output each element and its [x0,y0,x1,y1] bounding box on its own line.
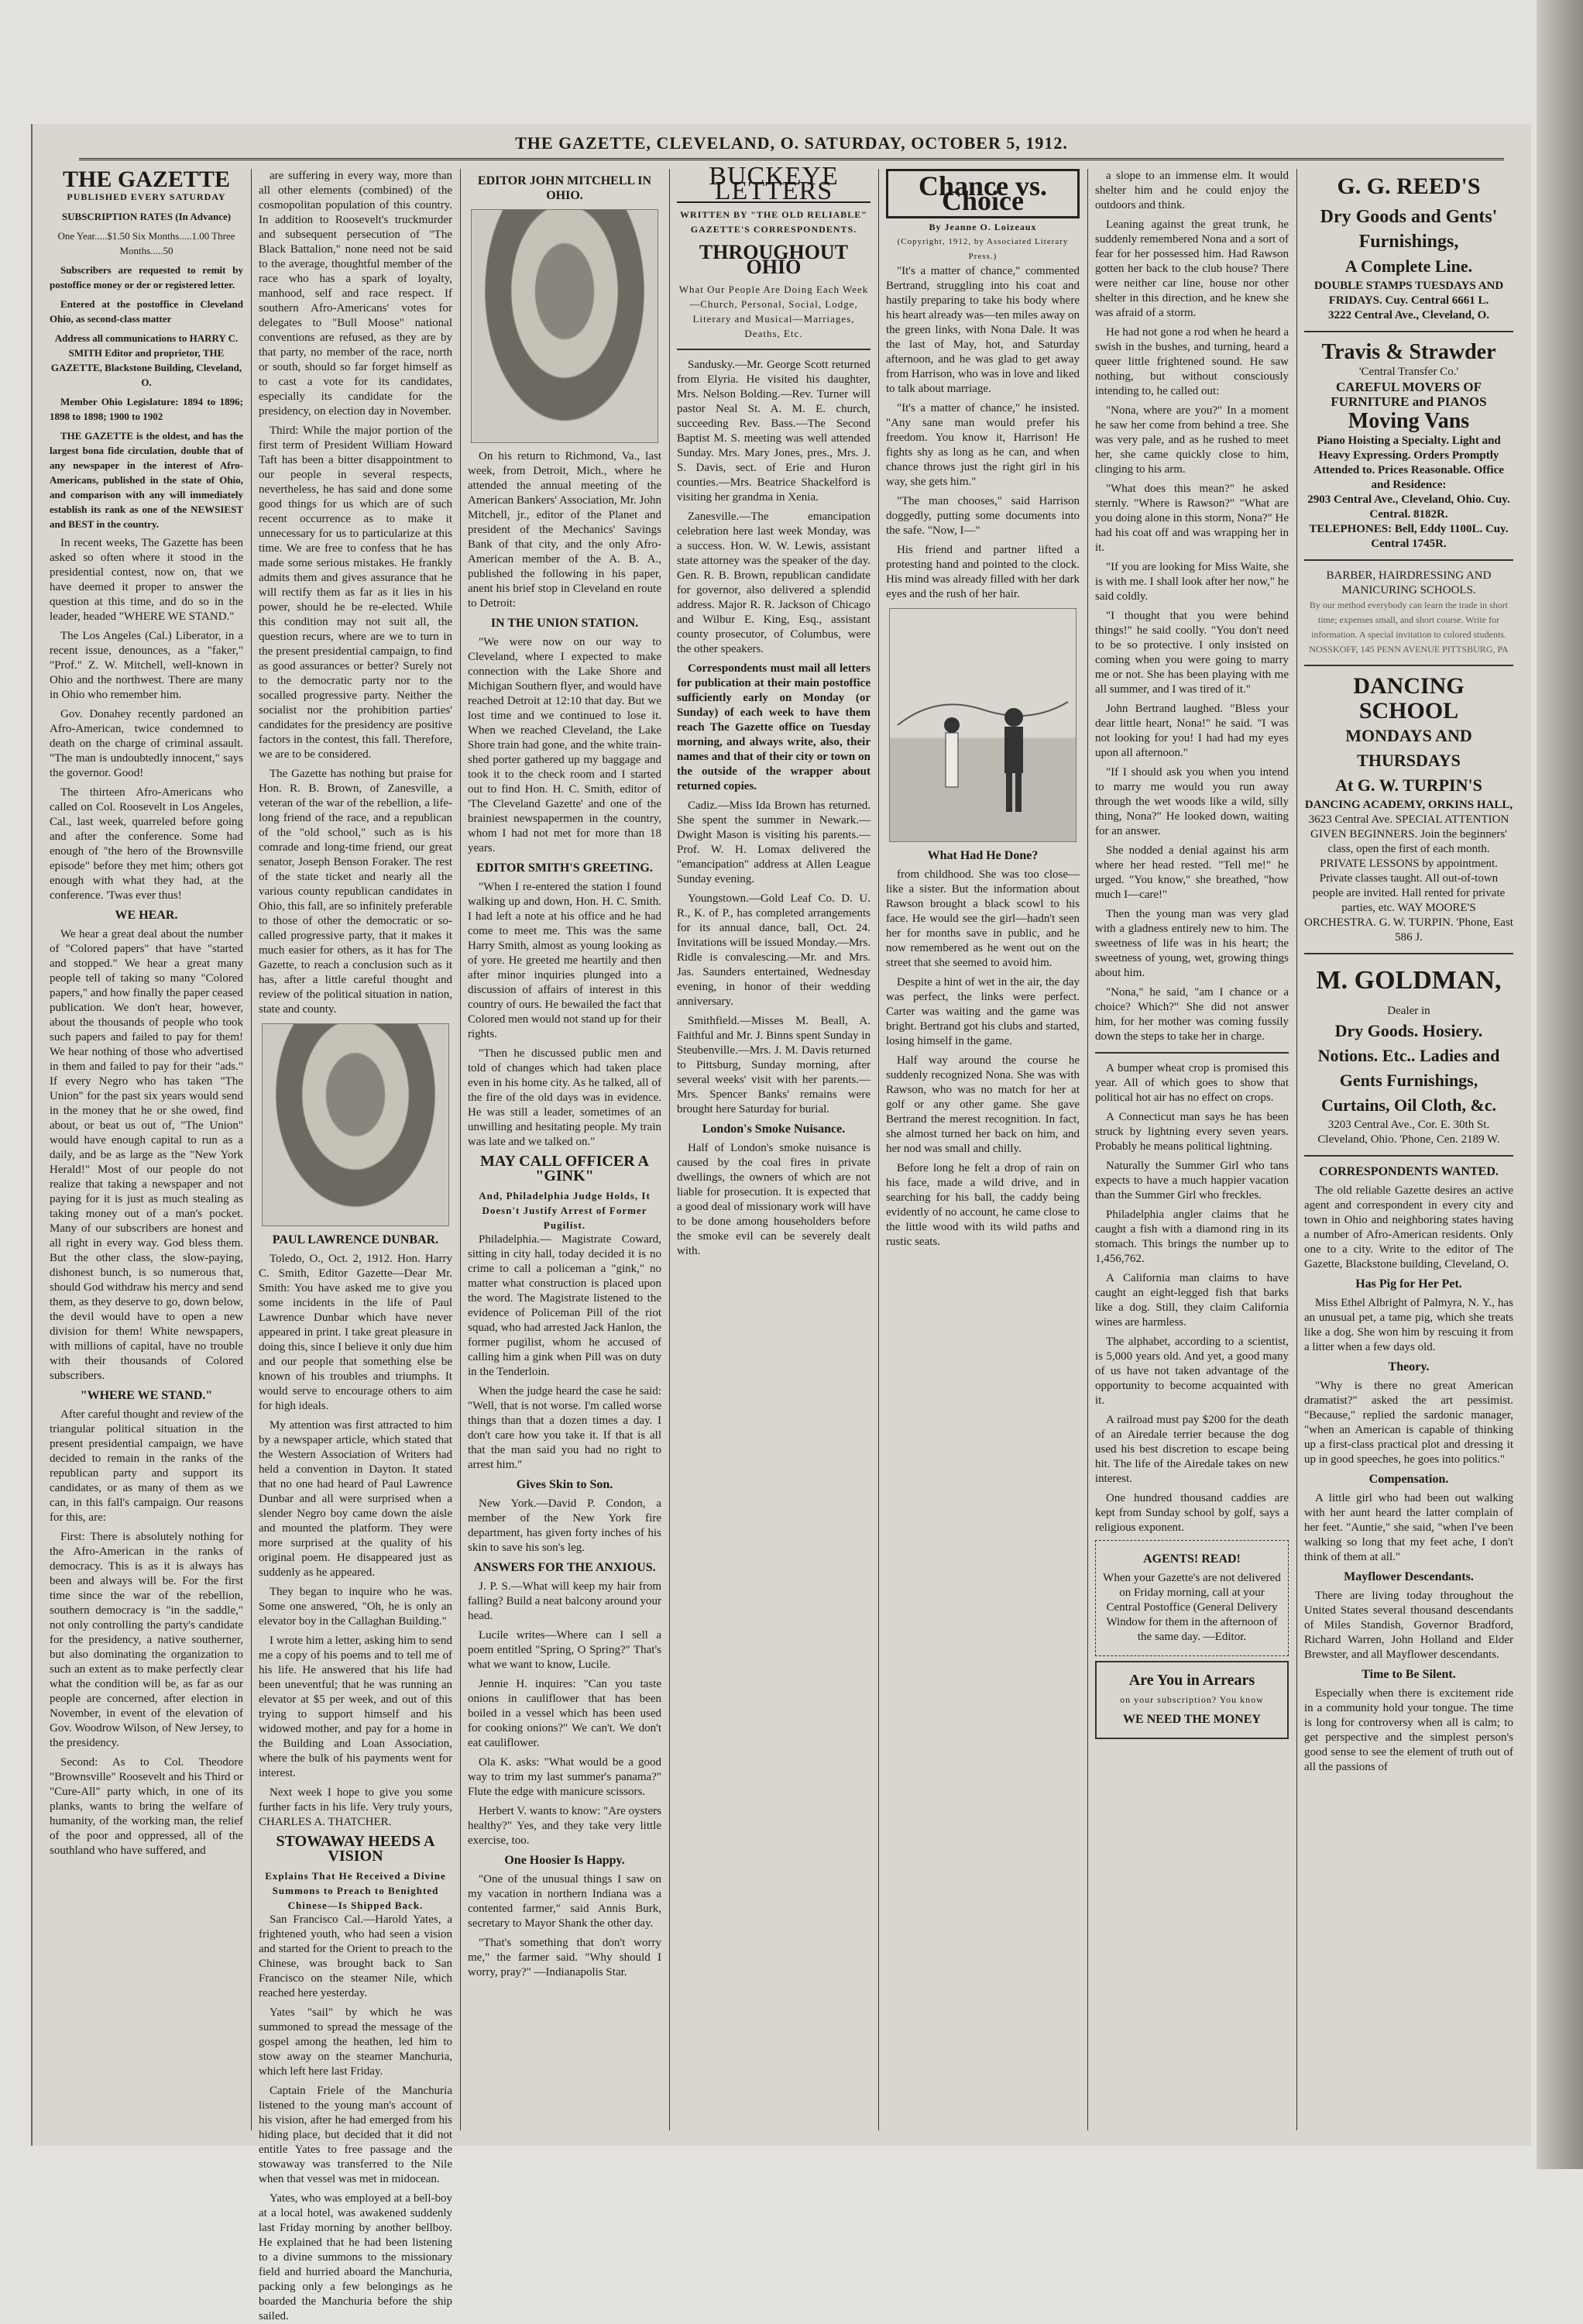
paragraph: Ola K. asks: "What would be a good way to trim my last summer's panama?" Flute the edge with manicure scissors. [468,1756,661,1798]
paragraph: His friend and partner lifted a protesting hand and pointed to the clock. His mind was already filled with her dark eyes and the rush of her hair. [886,544,1080,600]
divider [1304,953,1513,954]
paragraph: Naturally the Summer Girl who tans expects to have a much happier vacation than the Summer Girl who freckles. [1095,1160,1289,1202]
headline-skin: Gives Skin to Son. [516,1478,613,1491]
paragraph: Half of London's smoke nuisance is caused by the coal fires in private dwellings, the owners of which are not liable for prosecution. It is expected that a good deal of missionary work will have to be done among householders before the smoke evil can be severely dealt with. [677,1142,870,1257]
column-rule [1087,169,1088,2130]
reed-line: Dry Goods and Gents' Furnishings, [1320,207,1498,252]
story-byline: By Jeanne O. Loizeaux [929,222,1037,232]
headline-where-we-stand: "WHERE WE STAND." [80,1389,213,1402]
address-block: Address all communications to HARRY C. SMITH Editor and proprietor, THE GAZETTE, Blackstone Building, Cleveland, O. [50,332,242,388]
rates: One Year.....$1.50 Six Months.....1.00 Three Months.....50 [57,230,235,256]
divider [1304,331,1513,332]
divider [1304,559,1513,561]
paragraph: They began to inquire who he was. Some one answered, "Oh, he is only an elevator boy in the Callaghan Building." [259,1586,452,1628]
reed-title: G. G. REED'S [1337,174,1481,199]
masthead: THE GAZETTE, CLEVELAND, O. SATURDAY, OCTOBER 5, 1912. [79,133,1504,160]
reed-address: 3222 Central Ave., Cleveland, O. [1327,309,1490,321]
subhead-stowaway: Explains That He Received a Divine Summons to Preach to Benighted Chinese—Is Shipped Back. [265,1870,446,1911]
paragraph: John Bertrand laughed. "Bless your dear little heart, Nona!" he said. "I was not looking for you! I had had my eyes upon all afternoon." [1095,703,1289,759]
travis-details: Piano Hoisting a Specialty. Light and Heavy Expressing. Orders Promptly Attended to. Prices Reasonable. Office and Residence: [1313,435,1504,491]
paragraph: from childhood. She was too close—like a sister. But the information about Rawson brought a black scowl to his face. He would see the girl—hadn't seen her for months save in public, and he now remembered as he went out on the street that she seemed to avoid him. [886,868,1080,969]
dunbar-portrait [262,1023,449,1226]
barber-details: By our method everybody can learn the trade in short time; expenses small, and short course. Write for information. A special invitation to colored students. NOSSKOFF, 145 PENN AVENUE PITTSBURG, PA [1309,600,1509,655]
paragraph: "What does this mean?" he asked sternly. "Where is Rawson?" "What are you doing alone in this storm, Nona?" He had his coat off and was wrapping her in it. [1095,483,1289,554]
paragraph: The Gazette has nothing but praise for Hon. R. B. Brown, of Zanesville, a veteran of the war of the rebellion, a life-long friend of the race, and a republican of the "old school," such as is his comrade and long-time friend, our great senator, Joseph Benson Foraker. The rest of the state ticket and nearly all the various county republican candidates in Ohio, this fall, are so infinitely preferable to those of other the democratic or so-called progressive party, that it makes it much easier for others, as it has for The Gazette, to reach a conclusion such as it has, after a little careful thought and review of the political situation in nation, state and county. [259,768,452,1016]
paragraph: A bumper wheat crop is promised this year. All of which goes to show that political hot air has no effect on crops. [1095,1062,1289,1104]
paragraph: Captain Friele of the Manchuria listened to the young man's account of his vision, after he had emerged from his hiding place, but decided that it did not entitle Yates to free passage and the stowaway was transferred to the Nile when that vessel was met in midocean. [259,2085,452,2185]
newspaper-page [31,124,1531,2322]
paragraph: Miss Ethel Albright of Palmyra, N. Y., has an unusual pet, a tame pig, which she treats like a dog. She won him by rescuing it from a litter when a few days old. [1304,1297,1513,1353]
paragraph: He had not gone a rod when he heard a swish in the bushes, and turning, heard a queer little frightened sound. He saw nothing, but without consciously intending to, he called out: [1095,326,1289,397]
arrears-need: WE NEED THE MONEY [1123,1713,1261,1726]
page-edge-shadow [1537,0,1583,2169]
divider [1304,665,1513,666]
paragraph: We hear a great deal about the number of "Colored papers" that have "started and stopped." We hear a great many people tell of taking so many "Colored papers," and how finally the paper ceased publication. We don't hear, however, about the thousands of people who took such papers and failed to pay for them! We hear nothing of those who advertised in them and failed to pay for their "ads." If every Negro who has taken "The Union" for the past six years would send in the money that he or she owed, find about, or beat us out of, "The Union" would have enough capital to run as a daily, and be as large as the "New York Herald!" Most of our people do not realize that taking a newspaper and not paying for it is just as much stealing as taking money out of a man's pocket. Many of our subscribers are honest and all right in every way. God bless them. But the other class, the slow-paying, dishonest bunch, is so numerous that, should God withdraw his mercy and send them, as they deserve to go, down below, the devil would have to open a new division for them! White newspapers, with millions of capital, have no trouble with their thousands of Colored subscribers. [50,928,243,1382]
column-rule [878,169,879,2130]
paragraph: New York.—David P. Condon, a member of the New York fire department, has given forty inches of his skin to save his son's leg. [468,1497,661,1554]
paragraph: Next week I hope to give you some further facts in his life. Very truly yours, CHARLES A. THATCHER. [259,1786,452,1828]
paragraph: J. P. S.—What will keep my hair from falling? Build a neat balcony around your head. [468,1580,661,1622]
paragraph: "It's a matter of chance," commented Bertrand, struggling into his coat and hastily preparing to take his body where his heart already was—ten miles away on the green links, with Nona Dale. It was the last of May, hot, and Saturday afternoon, and he was glad to get away from Harrison, who was in love and liked to talk about marriage. [886,265,1080,395]
paragraph: "Nona, where are you?" In a moment he saw her come from behind a tree. She was very pale, and as he rushed to meet her, she came quickly close to him, clinging to his arm. [1095,404,1289,476]
paragraph: Sandusky.—Mr. George Scott returned from Elyria. He visited his daughter, Mrs. Nelson Bolding.—Rev. Turner will pastor Neal St. A. M. E. church, succeeding Rev. Bass.—The Second Baptist M. S. meeting was well attended Sunday. Mrs. Mary Jones, pres., Mrs. J. S. Davis, sect. of Erie and Huron counties.—Mrs. Beatrice Shackelford is visiting her grandma in Xenia. [677,359,870,504]
paragraph: "The man chooses," said Harrison doggedly, putting some documents into the safe. "Now, I—" [886,495,1080,537]
gazette-title: THE GAZETTE [63,167,230,192]
headline-answers: ANSWERS FOR THE ANXIOUS. [473,1561,656,1574]
paragraph: a slope to an immense elm. It would shelter him and he could enjoy the outdoors and think. [1095,170,1289,211]
paragraph: Toledo, O., Oct. 2, 1912. Hon. Harry C. Smith, Editor Gazette—Dear Mr. Smith: You have asked me to give you some incidents in the life of Paul Lawrence Dunbar which have never appeared in print. I take great pleasure in doing this, since I believe it only due him and our people that something else be known of his troubles and triumphs. It would serve to encourage others to aim for high ideals. [259,1253,452,1412]
paragraph: Philadelphia angler claims that he caught a fish with a diamond ring in its stomach. This brings the number up to 1,456,762. [1095,1208,1289,1265]
paragraph: "It's a matter of chance," he insisted. "Any sane man would prefer his freedom. You know it, Harrison! He fights shy as long as he can, and when chance throws just the right girl in his way, she gets him." [886,402,1080,488]
travis-phones: TELEPHONES: Bell, Eddy 1100L. Cuy. Central 1745R. [1309,523,1509,550]
paragraph: Second: As to Col. Theodore "Brownsville" Roosevelt and his Third or "Cure-All" party which, in one of its planks, wants to bring the welfare of humanity, of the working man, the relief of the poor and oppressed, all of the southland who have suffered, and [50,1756,243,1857]
paragraph: A California man claims to have caught an eight-legged fish that barks like a dog. Still, they claim California wines are harmless. [1095,1272,1289,1329]
paragraph: Yates "sail" by which he was summoned to spread the message of the gospel among the heathen, led him to stow away on the steamer Manchuria, which left here last Friday. [259,2006,452,2078]
entered-notice: Entered at the postoffice in Cleveland Ohio, as second-class matter [50,298,243,325]
paragraph: Yates, who was employed at a bell-boy at a local hotel, was awakened suddenly last Friday morning by another bellboy. He explained that he had been listening to a divine summons to the missionary field and hurried aboard the Manchuria, packing only a few belongings as he boarded the Manchuria before the ship sailed. [259,2192,452,2322]
agents-box [1095,1540,1289,1656]
paragraph: The old reliable Gazette desires an active agent and correspondent in every city and town in Ohio and neighboring states having a number of Afro-American residents. Only one to a city. Write to the editor of The Gazette, Blackstone building, Cleveland, O. [1304,1184,1513,1270]
arrears-title: Are You in Arrears [1128,1672,1255,1689]
paragraph: "We were now on our way to Cleveland, where I expected to make connection with the Lake Shore and Michigan Southern flyer, and would have reached Detroit at 12:10 that day. But we lost time and we continued to lose it. When we reached Cleveland, the Lake Shore train had gone, and the white train-shed porter gathered up my baggage and took it to the check room and I started out to find Hon. H. C. Smith, editor of 'The Cleveland Gazette' and one of the brainiest newspapermen in the country, whom I had not met for more than 18 years. [468,636,661,854]
headline-mitchell: EDITOR JOHN MITCHELL IN OHIO. [477,174,652,202]
arrears-sub: on your subscription? You know [1120,1694,1264,1705]
travis-movers: CAREFUL MOVERS OF FURNITURE and PIANOS [1331,380,1487,409]
column-rule [669,169,670,2130]
dance-details: 3623 Central Ave. SPECIAL ATTENTION GIVEN BEGINNERS. Join the beginners' class, open the first of each month. PRIVATE LESSONS by appointment. Private classes taught. All out-of-town people are invited. Hall rented for private parties, etc. WAY MOORE'S ORCHESTRA. G. W. TURPIN. 'Phone, East 586 J. [1304,813,1513,944]
headline-smith-greeting: EDITOR SMITH'S GREETING. [476,861,653,875]
dance-academy: DANCING ACADEMY, ORKINS HALL, [1304,799,1513,811]
dance-turpin: At G. W. TURPIN'S [1335,775,1482,795]
headline-compensation: Compensation. [1368,1473,1449,1486]
paragraph: Especially when there is excitement ride in a community hold your tongue. The time is long for controversy when all is calm; to get perspective and the simplest person's good sense to see the element of truth out of all the passions of [1304,1687,1513,1773]
paragraph: "Then he discussed public men and told of changes which had taken place even in his home city. As he talked, all of the fire of the old days was in evidence. He was still a leader, sometimes of an unwilling and hesitating people. My train was late and we talked on." [468,1047,661,1148]
goldman-dealer: Dealer in [1387,1005,1430,1017]
headline-union-station: IN THE UNION STATION. [490,617,639,630]
divider [677,349,870,350]
paragraph: A little girl who had been out walking with her aunt heard the latter complain of her feet. "Auntie," she said, "when I've been walking so long that my feet ache, I don't think of them at all." [1304,1492,1513,1563]
paragraph: Gov. Donahey recently pardoned an Afro-American, twice condemned to death on the charge of criminal assault. "The man is undoubtedly innocent," says the governor. Good! [50,708,243,779]
column-2 [259,169,452,2322]
column-rule [251,169,252,2130]
subhead-gink: And, Philadelphia Judge Holds, It Doesn't Justify Arrest of Former Pugilist. [479,1190,651,1231]
paragraph: "That's something that don't worry me," the farmer said. "Why should I worry, pray?" —Indianapolis Star. [468,1937,661,1978]
headline-theory: Theory. [1388,1360,1430,1373]
paragraph: "I thought that you were behind things!" he said coolly. "You don't need to be so protective. I only insisted on coming when you were going to marry me or not. She has been playing with me all summer, and I was tired of it." [1095,610,1289,696]
paragraph: San Francisco Cal.—Harold Yates, a frightened youth, who had seen a vision and started for the Orient to preach to the Chinese, was brought back to San Francisco on the steamer Nile, which reached here yesterday. [259,1913,452,1999]
paragraph: I wrote him a letter, asking him to send me a copy of his poems and to tell me of his life. He answered that his life had been uneventful; that he was running an elevator at $5 per week, and out of this trying to support himself and his widowed mother, and pay for a home in the Building and Loan Association, where the bulk of his payments went for interest. [259,1635,452,1779]
paragraph: First: There is absolutely nothing for the Afro-American in the ranks of democracy. This is as it is always has been and always will be. For the first time since the war of the rebellion, southern democracy is "in the saddle," not only controlling the party's candidate for the presidency, a native southerner, but also dominating the organization to such an extent as to make perfectly clear what the condition will be, as far as our people are concerned, after election in November, in event of the elevation of Gov. Woodrow Wilson, of New Jersey, to the presidency. [50,1531,243,1749]
dunbar-caption: PAUL LAWRENCE DUNBAR. [272,1233,439,1246]
goldman-address: 3203 Central Ave., Cor. E. 30th St. Cleveland, Ohio. 'Phone, Cen. 2189 W. [1317,1119,1500,1146]
circulation-claim: THE GAZETTE is the oldest, and has the largest bona fide circulation, double that of any newspaper in the interest of Afro-Americans, published in the state of Ohio, and comparison with any will immediately establish its rank as one of the NEWSIEST and BEST in the country. [50,430,243,530]
paragraph: Cadiz.—Miss Ida Brown has returned. She spent the summer in Newark.—Dwight Mason is visiting his parents.—Prof. W. H. Lomax delivered the "emancipation" address at Allen League Sunday evening. [677,799,870,885]
paragraph: She nodded a denial against his arm where her head rested. "Tell me!" he urged. "You know," she breathed, "how much I—care!" [1095,844,1289,901]
golfers-drawing [890,609,1076,841]
headline-gink: MAY CALL OFFICER A "GINK" [480,1153,649,1184]
paragraph: Herbert V. wants to know: "Are oysters healthy?" Yes, and they take very little exercise, too. [468,1805,661,1847]
headline-pig: Has Pig for Her Pet. [1355,1277,1462,1291]
mitchell-portrait [471,209,658,443]
travis-address: 2903 Central Ave., Cleveland, Ohio. Cuy. Central. 8182R. [1307,493,1510,521]
reed-complete: A Complete Line. [1344,256,1473,276]
illustration-caption: What Had He Done? [927,849,1039,862]
notice: Subscribers are requested to remit by postoffice money or der or registered letter. [50,264,243,290]
dance-title: DANCING SCHOOL [1353,673,1465,724]
barber-title: BARBER, HAIRDRESSING AND MANICURING SCHOOLS. [1326,569,1492,596]
paragraph: Jennie H. inquires: "Can you taste onions in cauliflower that has been boiled in a vessel which has been used for cooking onions?" We can't. We don't eat cauliflower. [468,1678,661,1749]
column-3 [468,169,661,2130]
paragraph: are suffering in every way, more than all other elements (combined) of the cosmopolitan population of this country. In addition to Roosevelt's truckmurder and subsequent persecution of "The Black Battalion," none need not be said to the average, thoughtful member of the race who has a spark of loyalty, manhood, self and race respect. If southern Afro-Americans' votes for delegates to "Bull Moose" national conventions are refused, as they are by that party, no member of the race, north or south, should so far forget himself as to cast a vote for its candidates, especially its candidate for the presidency, on election day in November. [259,170,452,418]
paragraph: On his return to Richmond, Va., last week, from Detroit, Mich., where he attended the annual meeting of the American Bankers' Association, Mr. John Mitchell, jr., editor of the Planet and president of the Mechanics' Savings Bank of that city, and the only Afro-American member of the A. B. A., published the following in his paper, anent his brief stop in Cleveland en route to Detroit: [468,450,661,610]
paragraph: The Los Angeles (Cal.) Liberator, in a recent issue, denounces, as a "faker," "Prof." Z. W. Mitchell, well-known in Ohio and the northwest. There are many in Ohio who remember him. [50,630,243,701]
copyright: (Copyright, 1912, by Associated Literary Press.) [897,237,1069,261]
paragraph: A Connecticut man says he has been struck by lightning every seven years. Probably he means political lightning. [1095,1111,1289,1153]
paragraph: "Why is there no great American dramatist?" asked the art pessimist. "Because," replied the sardonic manager, "when an American is capable of thinking up a first-class practical plot and dressing it up in good speeches, he goes into politics." [1304,1380,1513,1466]
gazette-subtitle: PUBLISHED EVERY SATURDAY [67,191,226,202]
paragraph: The alphabet, according to a scientist, is 5,000 years old. And yet, a good many of us have not taken advantage of the opportunity to become acquainted with it. [1095,1336,1289,1407]
column-5 [886,169,1080,2130]
paragraph: After careful thought and review of the triangular political situation in the present presidential campaign, we have decided to remain in the ranks of the republican party and support its candidates, or as many of them as we can, in this fall's campaign. Our reasons for this, are: [50,1408,243,1524]
ohio-subhead: What Our People Are Doing Each Week—Church, Personal, Social, Lodge, Literary and Musical—Marriages, Deaths, Etc. [678,284,869,339]
travis-title: Travis & Strawder [1321,340,1496,364]
paragraph: Half way around the course he suddenly recognized Nona. She was with Rawson, who was no match for her at golf or any other game. She gave Bertrand the merest recognition. In fact, she almost turned her back on him, and her nod was small and chilly. [886,1054,1080,1155]
paragraph: There are living today throughout the United States several thousand descendants of Miles Standish, Governor Bradford, Richard Warren, John Holland and Elder Brewster, and all Mayflower descendants. [1304,1590,1513,1661]
headline-we-hear: WE HEAR. [115,909,178,922]
paragraph: Leaning against the great trunk, he suddenly remembered Nona and a sort of fear for her possessed him. Had Rawson gotten her back to the club house? There were neither car line, house nor other shelter in this direction, and he knew she was afraid of a storm. [1095,218,1289,319]
buckeye-letters-title: BUCKEYE LETTERS [677,169,870,203]
headline-stowaway: STOWAWAY HEEDS A VISION [276,1833,435,1865]
travis-transfer: 'Central Transfer Co.' [1358,366,1459,378]
headline-throughout-ohio: THROUGHOUT OHIO [699,241,849,278]
paragraph: Youngstown.—Gold Leaf Co. D. U. R., K. of P., has completed arrangements for its annual dance, ball, Oct. 24. Invitations will be issued Monday.—Mrs. Ridle is convalescing.—Mr. and Mrs. Jas. Saunders entertained, Wednesday evening, in honor of their wedding anniversary. [677,892,870,1008]
goldman-goods: Dry Goods. Hosiery. Notions. Etc.. Ladies and Gents Furnishings, Curtains, Oil Cloth, &c. [1317,1021,1500,1115]
paragraph: A railroad must pay $200 for the death of an Airedale terrier because the dog used his best discretion to escape being hit. The life of the Airedale takes on new interest. [1095,1414,1289,1485]
divider [1095,1052,1289,1054]
paragraph: "If you are looking for Miss Waite, she is with me. I shall look after her now," he said coldly. [1095,561,1289,603]
paragraph: Smithfield.—Misses M. Beall, A. Faithful and Mr. J. Binns spent Sunday in Steubenville.—Mrs. J. M. Davis returned to Pittsburg, Sunday morning, after several weeks' visit with her parents.—Mrs. Spencer Banks' remains were brought here Saturday for burial. [677,1015,870,1116]
column-rule [1296,169,1297,2130]
headline-smoke: London's Smoke Nuisance. [702,1122,846,1136]
paragraph: Lucile writes—Where can I sell a poem entitled "Spring, O Spring?" That's what we want to know, Lucile. [468,1629,661,1671]
dance-days: MONDAYS AND THURSDAYS [1345,726,1472,770]
paragraph: "If I should ask you when you intend to marry me would you run away through the wet woods like a wild, silly thing, Nona?" He looked down, waiting for an answer. [1095,766,1289,837]
headline-mayflower: Mayflower Descendants. [1344,1570,1474,1583]
paragraph: Before long he felt a drop of rain on his face, made a wild drive, and in searching for his ball, the caddy being evidently of no account, he came close to the little wood with its wild paths and rustic seats. [886,1162,1080,1248]
column-rule [460,169,461,2130]
member-note: Member Ohio Legislature: 1894 to 1896; 1898 to 1898; 1900 to 1902 [50,396,243,422]
paragraph: The thirteen Afro-Americans who called on Col. Roosevelt in Los Angeles, Cal., last week, quarreled before going and after the conference. Some had enough of "the hero of the Brownsville episode" before they met him; others got enough with what they had, at the conference. 'Twas ever thus! [50,786,243,902]
column-7 [1304,169,1513,2130]
divider [1304,1155,1513,1157]
paragraph: "One of the unusual things I saw on my vacation in northern Indiana was a contented farmer," said Annis Burk, secretary to Mayor Shank the other day. [468,1873,661,1930]
headline-correspondents-wanted: CORRESPONDENTS WANTED. [1319,1165,1499,1178]
arrears-box [1095,1661,1289,1739]
paragraph: One hundred thousand caddies are kept from Sunday school by golf, says a religious exponent. [1095,1492,1289,1534]
travis-vans: Moving Vans [1348,409,1470,433]
paragraph: In recent weeks, The Gazette has been asked so often where it stood in the presidential contest, now on, that we have deemed it proper to answer the question at this time, and do so in the leader, headed "WHERE WE STAND." [50,537,243,623]
rates-heading: SUBSCRIPTION RATES (In Advance) [61,211,232,222]
column-6 [1095,169,1289,2130]
paragraph: When the judge heard the case he said: "Well, that is not worse. I'm called worse things than that a dozen times a day. I don't care how you take it. If that is all that the man said you had no right to arrest him." [468,1385,661,1471]
headline-hoosier: One Hoosier Is Happy. [504,1854,625,1867]
reed-stamps: DOUBLE STAMPS TUESDAYS AND FRIDAYS. Cuy. Central 6661 L. [1313,280,1504,307]
buckeye-byline: WRITTEN BY "THE OLD RELIABLE" GAZETTE'S CORRESPONDENTS. [680,209,867,235]
paragraph: "When I re-entered the station I found walking up and down, Hon. H. C. Smith. I had left a note at his office and he had come to meet me. This was the same Harry Smith, almost as young looking as of yore. He greeted me heartily and then after minor inquiries plunged into a discussion of affairs of interest in this country of ours. He bewailed the fact that Colored men would not stand up for their rights. [468,881,661,1040]
paragraph: Then the young man was very glad with a gladness entirely new to him. The sweetness of life was in his heart; the sweetness of young, wet, growing things about him. [1095,908,1289,979]
column-4 [677,162,870,2130]
paragraph: Third: While the major portion of the first term of President William Howard Taft has been a bitter disappointment to our people in several respects, nevertheless, he has said and done some good things for us which are of such recent occurrence as to make it unnecessary for us to particularize at this time. We are free to confess that he has made some serious mistakes. He frankly admits them and gives assurance that he will rectify them as far as it lies in his power, should he be re-elected. While this condition may not suit all, the question recurs, where are we to turn in the present presidential campaign, to find as good assurances or better? Surely not to the democratic party nor to the socalled progressive party. Neither the socialist nor the prohibition parties' candidates for the presidency are positive factors in the contest, this fall. Therefore, we are to be considered. [259,425,452,761]
golf-illustration [889,608,1077,842]
paragraph: My attention was first attracted to him by a newspaper article, which stated that the Western Association of Writers had held a convention in Dayton. It stated that no one had heard of Paul Lawrence Dunbar and all were surprised when a slender Negro boy came down the aisle and mounted the platform. They were more surprised at the quality of his original poem. He disappeared just as suddenly as he appeared. [259,1419,452,1579]
correspondents-notice: Correspondents must mail all letters for publication at their main postoffice sufficiently early on Monday (or Sunday) of each week to have them reach The Gazette office on Tuesday morning, and always write, also, their names and that of their city or town on the outside of the wrapper about returned copies. [677,662,870,792]
headline-silent: Time to Be Silent. [1362,1668,1456,1681]
agents-text: When your Gazette's are not delivered on Friday morning, call at your Central Postoffice (General Delivery Window for them in the afternoon of the same day. —Editor. [1103,1572,1281,1643]
paragraph: Despite a hint of wet in the air, the day was perfect, the links were perfect. Carter was waiting and the game was bright. Bertrand got his clubs and started, losing himself in the game. [886,976,1080,1047]
goldman-title: M. GOLDMAN, [1316,966,1502,995]
column-1 [50,169,243,2130]
chance-vs-choice-title: Chance vs. Choice [886,169,1080,218]
paragraph: Zanesville.—The emancipation celebration here last week Monday, was a success. Hon. W. W. Lewis, assistant state attorney was the speaker of the day. Gen. R. B. Brown, republican candidate for governor, also delivered a splendid address. Major R. R. Jackson of Chicago and Wilbur E. King, Esq., assistant county prosecutor, of Columbus, were the other speakers. [677,511,870,655]
agents-title: AGENTS! READ! [1143,1552,1241,1566]
paragraph: "Nona," he said, "am I chance or a choice? Which?" She did not answer him, for her mother was coming fussily down the steps to take her in charge. [1095,986,1289,1043]
paragraph: Philadelphia.— Magistrate Coward, sitting in city hall, today decided it is no crime to call a policeman a "gink," no matter what construction is placed upon the word. The Magistrate listened to the evidence of Policeman Pill of the riot squad, who had arrested Jack Hanlon, the former pugilist, whom he accused of calling him a gink when Pill was on duty in the Tenderloin. [468,1233,661,1378]
